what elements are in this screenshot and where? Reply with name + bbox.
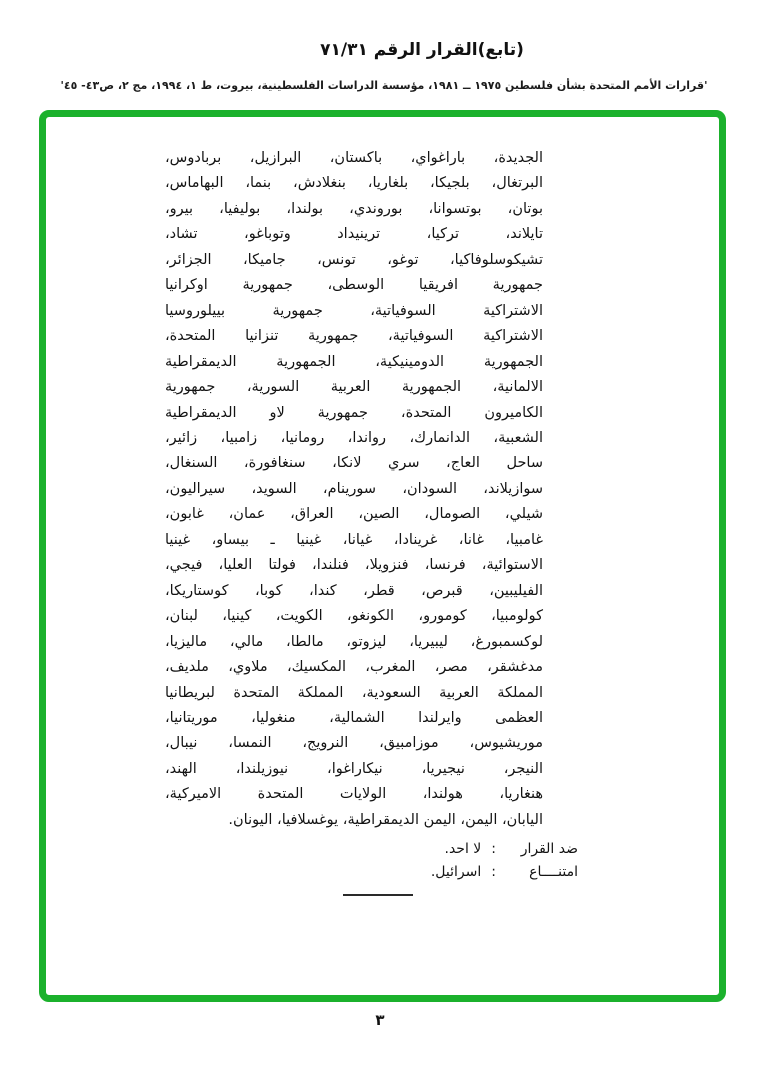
resolution-title: (تابع)القرار الرقم ٧١/٣١ [320,40,524,60]
body-line: الكاميرون المتحدة، جمهورية لاو الديمقراطية [165,404,543,421]
abstain-separator: : [491,864,496,880]
source-citation: 'قرارات الأمم المتحدة بشأن فلسطين ١٩٧٥ ــ ١٩٨١، مؤسسة الدراسات الفلسطينية، بيروت، ط ١، ١٩٩٤، مج ٢، ص٤٣- ٤٥' [60,79,708,92]
body-line: سوازيلاند، السودان، سورينام، السويد، سيراليون، [165,480,543,497]
body-line: الاشتراكية السوفياتية، جمهورية تنزانيا المتحدة، [165,328,543,345]
body-line: غامبيا، غانا، غرينادا، غيانا، غينيا ـ بيساو، غينيا [165,531,543,548]
body-line: اليابان، اليمن، اليمن الديمقراطية، يوغسلافيا، اليونان. [228,811,543,828]
against-value: لا احد. [444,841,482,857]
body-line: الجديدة، باراغواي، باكستان، البرازيل، بربادوس، [165,150,543,166]
against-label: ضد القرار [520,841,578,857]
body-line: الفيليبين، قبرص، قطر، كندا، كوبا، كوستاريكا، [165,582,543,599]
against-separator: : [491,841,496,857]
section-end-rule [343,894,413,896]
body-line: كولومبيا، كومورو، الكونغو، الكويت، كينيا، لبنان، [165,608,543,625]
body-line: شيلي، الصومال، الصين، العراق، عمان، غابون، [165,506,543,523]
vote-results [431,838,578,884]
body-line: الجمهورية الدومينيكية، الجمهورية الديمقراطية [165,353,543,370]
body-line: هنغاريا، هولندا، الولايات المتحدة الاميركية، [165,786,543,803]
vote-row-abstain [431,861,578,884]
body-line: ساحل العاج، سري لانكا، سنغافورة، السنغال، [165,455,543,472]
body-line: العظمى وايرلندا الشمالية، منغوليا، موريتانيا، [165,709,543,726]
vote-row-against [431,838,578,861]
body-line: جمهورية افريقيا الوسطى، جمهورية اوكرانيا [165,277,543,294]
abstain-value: اسرائيل. [430,864,482,880]
abstain-label: امتنــــاع [529,864,578,880]
body-line: البرتغال، بلجيكا، بلغاريا، بنغلادش، بنما، البهاماس، [165,175,543,192]
page-number: ٣ [375,1011,385,1029]
country-list [165,146,543,833]
body-line: مدغشقر، مصر، المغرب، المكسيك، ملاوي، ملديف، [165,659,543,676]
body-line: الشعبية، الدانمارك، رواندا، رومانيا، زامبيا، زائير، [165,429,543,446]
body-line: الاستوائية، فرنسا، فنزويلا، فنلندا، فولتا العليا، فيجي، [165,557,543,574]
body-line: الاشتراكية السوفياتية، جمهورية بييلوروسيا [165,302,543,319]
body-line: بوتان، بوتسوانا، بوروندي، بولندا، بوليفيا، بيرو، [165,200,543,217]
body-line: لوكسمبورغ، ليبيريا، ليزوتو، مالطا، مالي، ماليزيا، [165,633,543,650]
body-line: المملكة العربية السعودية، المملكة المتحدة لبريطانيا [165,684,543,701]
body-line: تشيكوسلوفاكيا، توغو، تونس، جاميكا، الجزائر، [165,251,543,268]
body-line: موريشيوس، موزامبيق، النرويج، النمسا، نيبال، [165,735,543,752]
body-line: تايلاند، تركيا، ترينيداد وتوباغو، تشاد، [165,226,543,243]
body-line: النيجر، نيجيريا، نيكاراغوا، نيوزيلندا، الهند، [165,760,543,777]
body-line: الالمانية، الجمهورية العربية السورية، جمهورية [165,379,543,396]
